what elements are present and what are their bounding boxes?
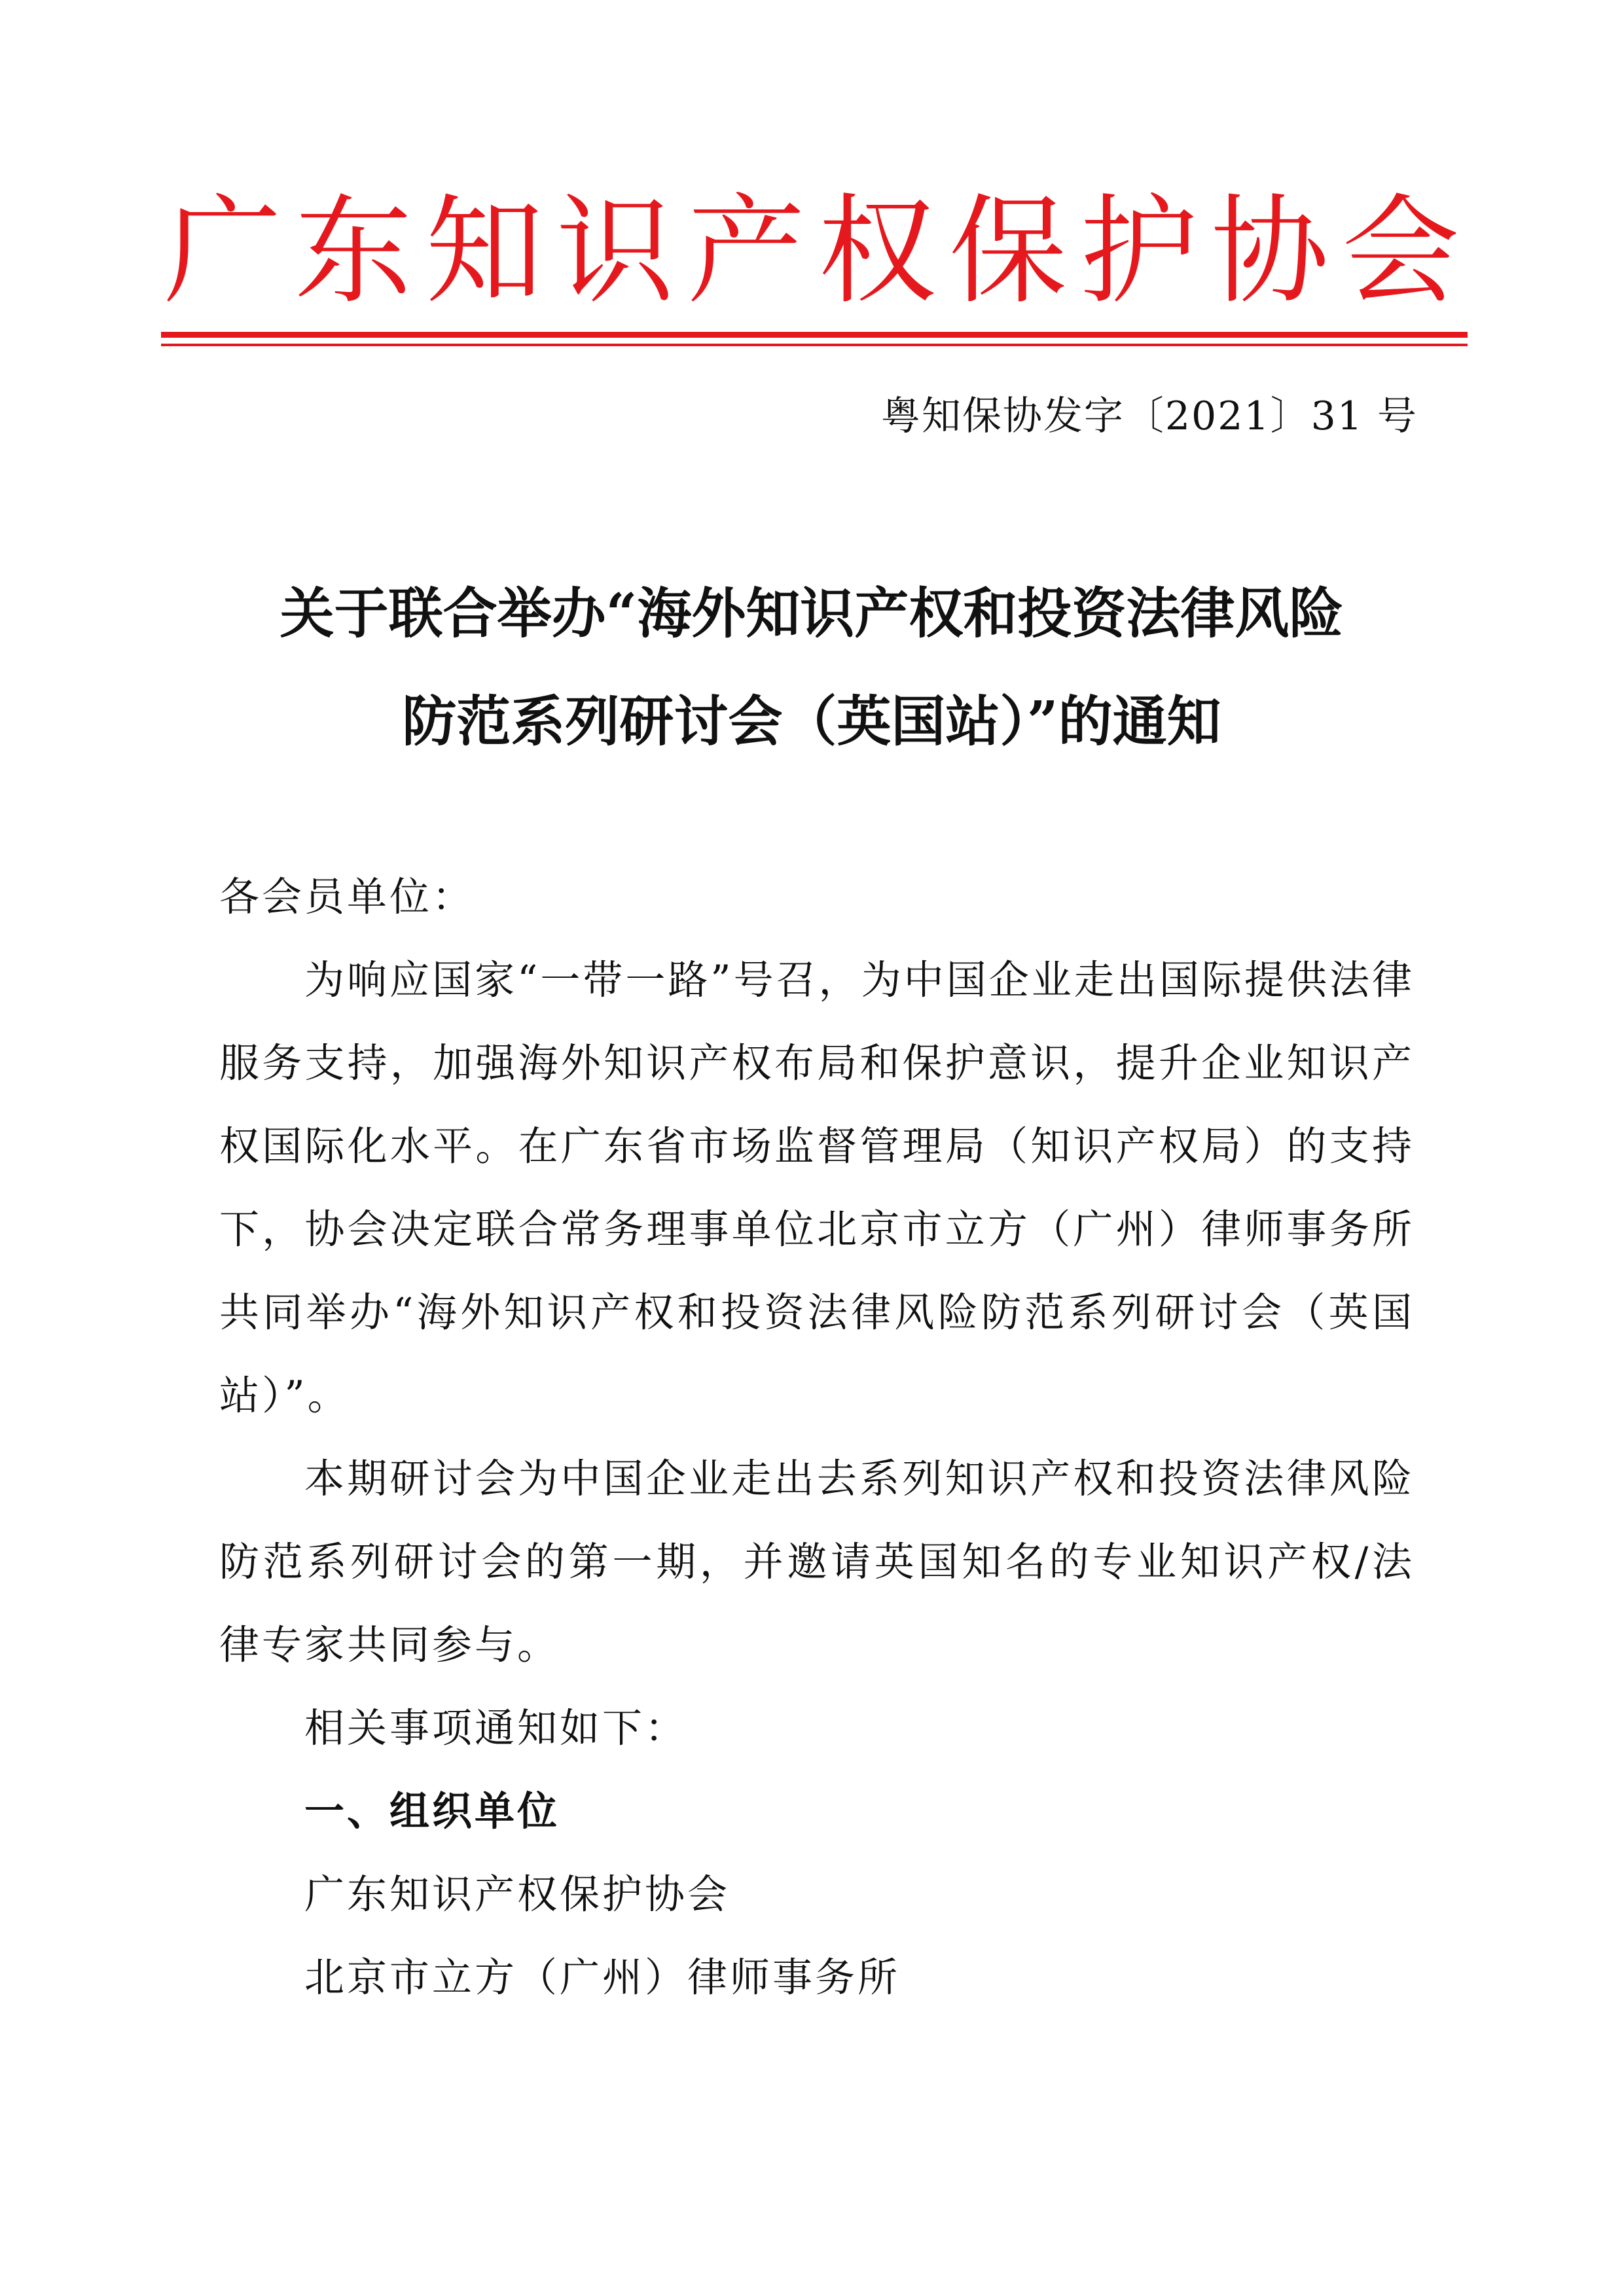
title-line-1: 关于联合举办“海外知识产权和投资法律风险: [280, 581, 1344, 645]
document-title: [164, 560, 1460, 776]
letterhead-char: 会: [1341, 183, 1460, 320]
letterhead-char: 东: [294, 183, 412, 320]
letterhead-char: 产: [687, 183, 805, 320]
letterhead-char: 广: [164, 183, 282, 320]
letterhead-char: 协: [1210, 183, 1329, 320]
letterhead-rule-thick: [161, 332, 1468, 338]
body-paragraph: 为响应国家“一带一路”号召，为中国企业走出国际提供法律服务支持，加强海外知识产权布局和保护意识，提升企业知识产权国际化水平。在广东省市场监督管理局（知识产权局）的支持下，协会决定联合常务理事单位北京市立方（广州）律师事务所共同举办“海外知识产权和投资法律风险防范系列研讨会（英国站）”。: [219, 957, 1415, 1419]
document-number: 粤知保协发字〔2021〕31 号: [880, 393, 1418, 439]
body-paragraph: 本期研讨会为中国企业走出去系列知识产权和投资法律风险防范系列研讨会的第一期，并邀请英国知名的专业知识产权/法律专家共同参与。: [219, 1456, 1415, 1668]
letterhead-char: 知: [425, 183, 543, 320]
letterhead-char: 识: [556, 183, 674, 320]
section-heading: 一、组织单位: [304, 1788, 560, 1835]
letterhead-char: 权: [818, 183, 936, 320]
letterhead-char: 护: [1079, 183, 1198, 320]
organizer-item: 广东知识产权保护协会: [304, 1871, 731, 1918]
letterhead-rule-thin: [161, 344, 1468, 346]
salutation: 各会员单位：: [219, 874, 475, 920]
letterhead-char: 保: [948, 183, 1067, 320]
organizer-item: 北京市立方（广州）律师事务所: [304, 1954, 901, 2001]
org-letterhead: [164, 183, 1460, 320]
body-paragraph: 相关事项通知如下：: [304, 1705, 688, 1751]
title-line-2: 防范系列研讨会（英国站）”的通知: [402, 689, 1221, 753]
document-body: [219, 855, 1415, 2019]
